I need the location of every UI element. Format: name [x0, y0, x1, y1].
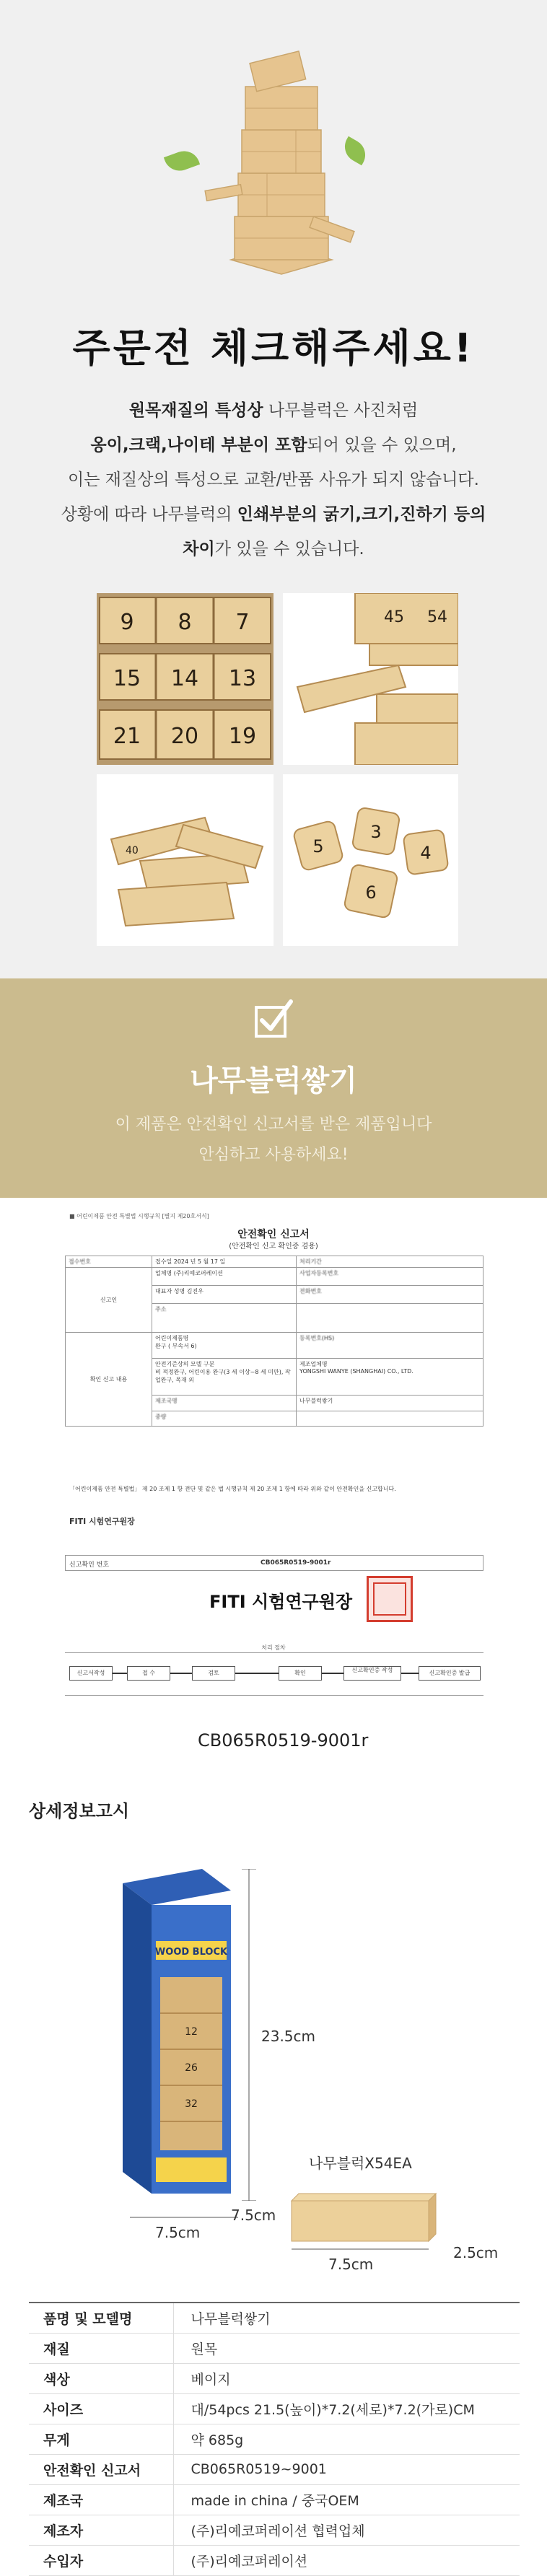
notice-section — [0, 0, 547, 978]
notice-text: 원목재질의 특성상 나무블럭은 사진처럼 옹이,크랙,나이테 부분이 포함되어 있을 수 있으며, 이는 재질상의 특성으로 교환/반품 사유가 되지 않습니다. 상황에 따라 나무블럭의 인쇄부분의 굵기,크기,진하기 등의 차이가 있을 수 있습니다. — [61, 401, 486, 558]
spec-value: made in china / 중국OEM — [173, 2484, 520, 2515]
leaf-icon — [164, 146, 200, 175]
product-details-section — [0, 1782, 547, 2570]
dice-number: 3 — [370, 822, 382, 842]
numbered-blocks-photo — [97, 593, 274, 765]
dice-number: 6 — [365, 882, 377, 903]
spec-key: 색상 — [29, 2363, 173, 2393]
wood-block-illustration — [284, 2179, 443, 2251]
spec-value: 베이지 — [173, 2363, 520, 2393]
spec-key: 품명 및 모델명 — [29, 2303, 173, 2333]
spec-value: 대/54pcs 21.5(높이)*7.2(세로)*7.2(가로)CM — [173, 2393, 520, 2424]
block-number: 32 — [185, 2098, 198, 2110]
block-number: 19 — [228, 724, 257, 749]
safety-certificate-document — [0, 1198, 547, 1782]
block-number: 14 — [170, 666, 199, 691]
law-header: ■ 어린이제품 안전 특별법 시행규칙 [별지 제20호서식] — [69, 1213, 209, 1219]
block-number: 8 — [178, 610, 192, 635]
spec-value: CB065R0519~9001 — [173, 2454, 520, 2484]
block-width-line — [292, 2246, 429, 2253]
spec-row — [29, 2424, 520, 2454]
height-dimension-line — [238, 1869, 260, 2201]
process-step: 신고확인증 발급 — [419, 1666, 481, 1681]
process-step: 검토 — [192, 1666, 235, 1681]
spec-key: 사이즈 — [29, 2393, 173, 2424]
checkbox-check-icon — [252, 997, 295, 1041]
box-height-label: 23.5cm — [261, 2028, 316, 2045]
spec-row — [29, 2515, 520, 2545]
block-number: 45 — [384, 608, 404, 626]
details-heading: 상세정보고시 — [29, 1801, 130, 1821]
spec-value: 약 685g — [173, 2424, 520, 2454]
block-number: 21 — [113, 724, 141, 749]
statement-text: 「어린이제품 안전 특별법」 제 20 조제 1 항 전단 및 같은 법 시행규칙 제 20 조제 1 항에 따라 위와 같이 안전확인을 신고합니다. — [69, 1486, 396, 1492]
block-number: 54 — [427, 608, 447, 626]
spec-value: 원목 — [173, 2333, 520, 2363]
spec-row — [29, 2333, 520, 2363]
block-number: 26 — [185, 2062, 198, 2074]
box-width-label: 7.5cm — [155, 2224, 201, 2241]
stacked-blocks-photo — [97, 774, 274, 946]
block-height-label: 2.5cm — [453, 2244, 499, 2261]
block-width-label: 7.5cm — [328, 2256, 374, 2273]
block-number: 9 — [120, 610, 134, 635]
notice-headline: 주문전 체크해주세요! — [72, 325, 475, 371]
product-name-title: 나무블럭쌓기 — [190, 1064, 357, 1098]
fiti-small: FITI 시험연구원장 — [69, 1517, 135, 1526]
dice-number: 5 — [312, 836, 324, 857]
spec-row — [29, 2545, 520, 2575]
block-number: 12 — [185, 2026, 198, 2038]
code-row: 신고확인 번호 CB065R0519-9001r — [65, 1555, 483, 1571]
certificate-code: CB065R0519-9001r — [198, 1730, 369, 1751]
certificate-table: 접수번호 접수일 2024 년 5 월 17 일 처리기간 신고인 업체명 (주)리예코퍼레이션 사업자등록번호 대표자 성명 김진우 전화번호 주소 확인 신고 내용 어린이제품명 완구 ( 부속서 6) 등록번호(HS) 안전기준상의 모델 구분 비 적정완구, 어린이용 완구(3 세 이상~8 세 미만), 작업완구, 목재 외 제조업체명 YONGSHI WANYE (SHANGHAI) CO., LTD. 제조국명 나무블럭쌓기 중량 — [65, 1256, 483, 1427]
spec-value: (주)리예코퍼레이션 협력업체 — [173, 2515, 520, 2545]
block-count-label: 나무블럭X54EA — [309, 2155, 412, 2172]
jenga-tower-illustration — [202, 43, 361, 281]
process-step: 확인 — [279, 1666, 322, 1681]
spec-key: 안전확인 신고서 — [29, 2454, 173, 2484]
spec-row — [29, 2454, 520, 2484]
process-flow — [65, 1652, 483, 1696]
process-step: 신고확인증 작성 — [343, 1666, 401, 1681]
spec-value: 나무블럭쌓기 — [173, 2303, 520, 2333]
official-seal-stamp — [367, 1576, 413, 1622]
spec-key: 수입자 — [29, 2545, 173, 2575]
spec-row — [29, 2303, 520, 2333]
fiti-signature: FITI 시험연구원장 — [209, 1592, 353, 1612]
block-number: 15 — [113, 666, 141, 691]
process-step: 신고서작성 — [69, 1666, 113, 1681]
process-step: 접 수 — [127, 1666, 170, 1681]
spec-key: 무게 — [29, 2424, 173, 2454]
block-number: 13 — [228, 666, 257, 691]
spec-key: 재질 — [29, 2333, 173, 2363]
dice-photo — [283, 774, 458, 946]
certificate-subtitle: (안전확인 신고 확인증 겸용) — [229, 1243, 318, 1250]
block-number: 20 — [170, 724, 199, 749]
spec-key: 제조자 — [29, 2515, 173, 2545]
safety-subtitle: 이 제품은 안전확인 신고서를 받은 제품입니다 안심하고 사용하세요! — [115, 1116, 432, 1164]
block-number: 7 — [235, 610, 250, 635]
spec-key: 제조국 — [29, 2484, 173, 2515]
dice-number: 4 — [420, 843, 432, 863]
certificate-title: 안전확인 신고서 — [237, 1229, 310, 1240]
svg-text:40: 40 — [126, 845, 139, 857]
spec-value: (주)리예코퍼레이션 — [173, 2545, 520, 2575]
width-dimension-line — [130, 2214, 238, 2221]
process-title: 처리 절차 — [261, 1644, 286, 1651]
product-box-illustration — [123, 1869, 231, 2194]
spec-row — [29, 2363, 520, 2393]
box-depth-label: 7.5cm — [231, 2207, 276, 2224]
block-pull-photo — [283, 593, 458, 765]
spec-row — [29, 2393, 520, 2424]
spec-table — [29, 2302, 520, 2576]
safety-banner — [0, 978, 547, 1198]
spec-row — [29, 2484, 520, 2515]
box-brand: WOOD BLOCK — [154, 1947, 228, 1958]
